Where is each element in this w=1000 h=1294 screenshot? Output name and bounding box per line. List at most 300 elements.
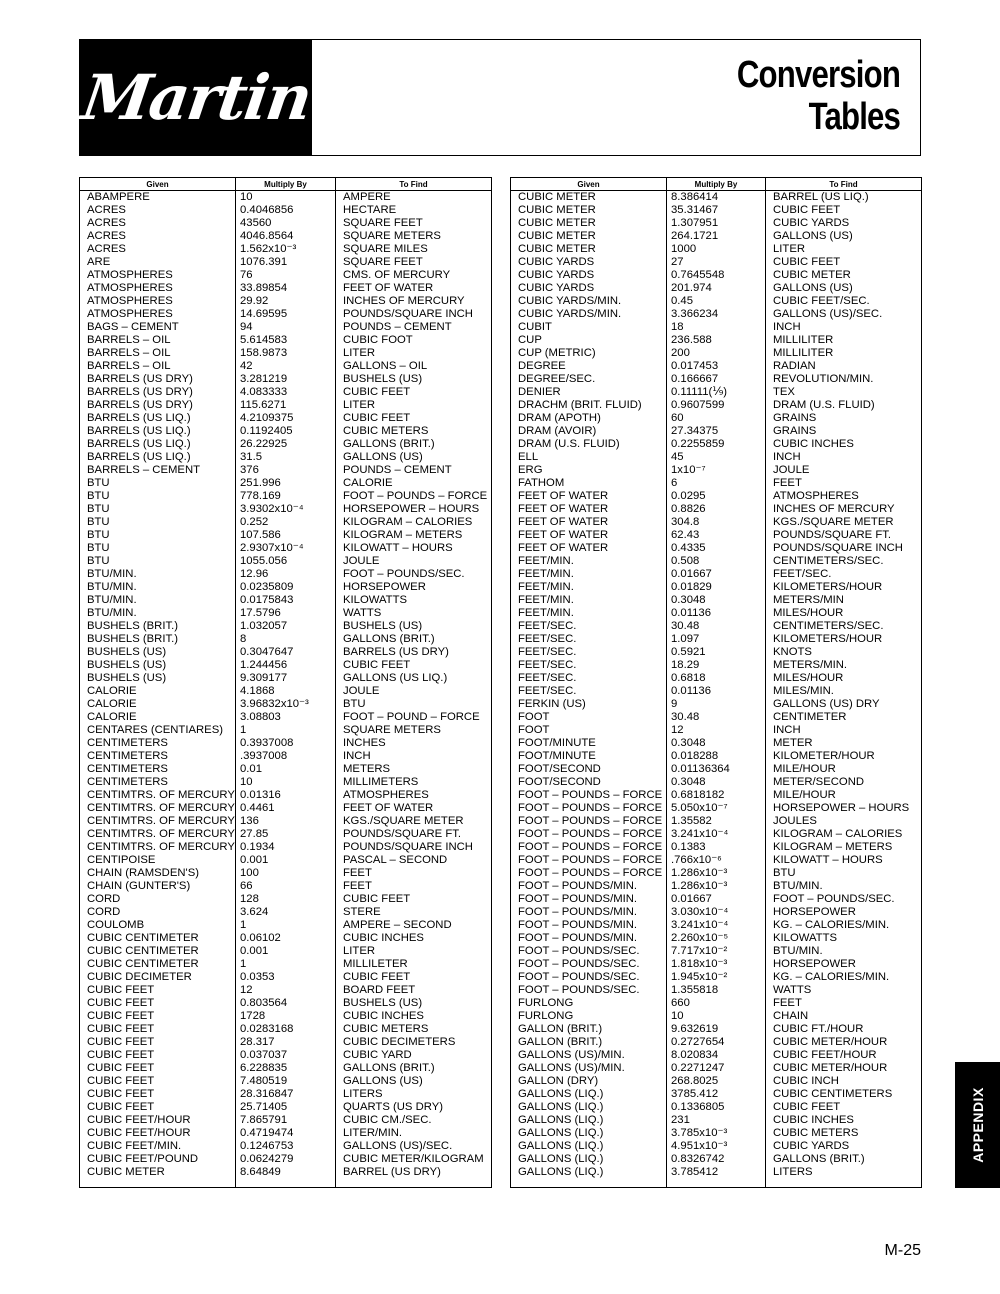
multiply-cell: 1.286x10⁻³	[667, 880, 766, 893]
given-cell: CUBIC FEET	[80, 984, 236, 997]
table-row	[80, 984, 492, 997]
to-find-cell: CALORIE	[336, 477, 492, 490]
multiply-cell: 1x10⁻⁷	[667, 464, 766, 477]
title-line-1: Conversion	[736, 54, 900, 96]
to-find-cell: CUBIC FEET	[336, 971, 492, 984]
to-find-cell: INCH	[766, 321, 922, 334]
given-cell: FEET/SEC.	[511, 646, 667, 659]
table-row	[80, 464, 492, 477]
multiply-cell: 10	[236, 776, 336, 789]
given-cell: FOOT – POUNDS – FORCE	[511, 789, 667, 802]
given-cell: BTU	[80, 516, 236, 529]
to-find-cell: CUBIC METER/HOUR	[766, 1062, 922, 1075]
to-find-cell: GALLONS (BRIT.)	[336, 633, 492, 646]
table-row	[511, 308, 922, 321]
to-find-cell: KGS./SQUARE METER	[766, 516, 922, 529]
to-find-cell: GALLONS (US)	[766, 230, 922, 243]
given-cell: CUBIC FEET	[80, 1036, 236, 1049]
multiply-cell: 1.307951	[667, 217, 766, 230]
multiply-cell: 45	[667, 451, 766, 464]
table-row	[511, 958, 922, 971]
to-find-cell: FOOT – POUNDS/SEC.	[336, 568, 492, 581]
martin-logo	[77, 40, 315, 155]
table-row	[80, 1023, 492, 1036]
multiply-cell: 231	[667, 1114, 766, 1127]
to-find-cell: CUBIC CM./SEC.	[336, 1114, 492, 1127]
given-cell: CUBIC YARDS/MIN.	[511, 295, 667, 308]
given-cell: CUBIC FEET	[80, 1010, 236, 1023]
table-row	[511, 438, 922, 451]
multiply-cell: 25.71405	[236, 1101, 336, 1114]
table-row	[511, 828, 922, 841]
to-find-cell: HORSEPOWER – HOURS	[336, 503, 492, 516]
given-cell: GALLON (BRIT.)	[511, 1036, 667, 1049]
table-row	[80, 1114, 492, 1127]
table-row	[80, 295, 492, 308]
table-row	[80, 997, 492, 1010]
to-find-cell: GALLONS (US)	[766, 282, 922, 295]
to-find-cell: GALLONS (US)/SEC.	[766, 308, 922, 321]
to-find-cell: POUNDS/SQUARE INCH	[766, 542, 922, 555]
table-row	[511, 685, 922, 698]
table-row	[511, 503, 922, 516]
table-row	[80, 646, 492, 659]
table-row	[80, 451, 492, 464]
multiply-cell: 0.2727654	[667, 1036, 766, 1049]
given-cell: CUBIC CENTIMETER	[80, 932, 236, 945]
given-cell: CUBIC DECIMETER	[80, 971, 236, 984]
to-find-cell: CENTIMETERS/SEC.	[766, 620, 922, 633]
given-cell: CALORIE	[80, 711, 236, 724]
to-find-cell: FEET OF WATER	[336, 282, 492, 295]
multiply-cell: 115.6271	[236, 399, 336, 412]
to-find-cell: GALLONS – OIL	[336, 360, 492, 373]
to-find-cell: LITER	[336, 945, 492, 958]
table-row	[80, 191, 492, 205]
to-find-cell: FOOT – POUND – FORCE	[336, 711, 492, 724]
to-find-cell: POUNDS – CEMENT	[336, 321, 492, 334]
table-row	[80, 763, 492, 776]
multiply-cell: 28.317	[236, 1036, 336, 1049]
table-row	[80, 971, 492, 984]
to-find-cell: CUBIC FT./HOUR	[766, 1023, 922, 1036]
given-cell: BARRELS (US LIQ.)	[80, 438, 236, 451]
to-find-cell: HECTARE	[336, 204, 492, 217]
multiply-cell: 14.69595	[236, 308, 336, 321]
multiply-cell: 3.241x10⁻⁴	[667, 828, 766, 841]
to-find-cell: KILOWATT – HOURS	[766, 854, 922, 867]
given-cell: CUP (METRIC)	[511, 347, 667, 360]
multiply-cell: 0.017453	[667, 360, 766, 373]
given-cell: ATMOSPHERES	[80, 308, 236, 321]
given-cell: CHAIN (GUNTER'S)	[80, 880, 236, 893]
to-find-cell: BARREL (US DRY)	[336, 1166, 492, 1188]
given-cell: FEET/MIN.	[511, 594, 667, 607]
given-cell: FOOT – POUNDS/SEC.	[511, 971, 667, 984]
table-row	[80, 919, 492, 932]
multiply-cell: 3.030x10⁻⁴	[667, 906, 766, 919]
table-row	[511, 802, 922, 815]
table-row	[80, 776, 492, 789]
multiply-cell: 2.9307x10⁻⁴	[236, 542, 336, 555]
given-cell: CUBIC FEET/MIN.	[80, 1140, 236, 1153]
given-cell: BARRELS – OIL	[80, 347, 236, 360]
to-find-cell: METER	[766, 737, 922, 750]
to-find-cell: ATMOSPHERES	[336, 789, 492, 802]
to-find-cell: LITER	[766, 243, 922, 256]
multiply-cell: 9.309177	[236, 672, 336, 685]
table-row	[80, 620, 492, 633]
given-cell: FEET OF WATER	[511, 516, 667, 529]
table-row	[80, 529, 492, 542]
multiply-cell: 107.586	[236, 529, 336, 542]
multiply-cell: 3.9302x10⁻⁴	[236, 503, 336, 516]
to-find-cell: LITER	[336, 399, 492, 412]
to-find-cell: JOULE	[336, 685, 492, 698]
multiply-cell: 27.34375	[667, 425, 766, 438]
to-find-cell: KILOGRAM – METERS	[766, 841, 922, 854]
table-row	[511, 1023, 922, 1036]
multiply-cell: 6	[667, 477, 766, 490]
given-cell: FOOT – POUNDS/MIN.	[511, 880, 667, 893]
to-find-cell: MILES/MIN.	[766, 685, 922, 698]
given-cell: CENTARES (CENTIARES)	[80, 724, 236, 737]
given-cell: ATMOSPHERES	[80, 295, 236, 308]
to-find-cell: HORSEPOWER – HOURS	[766, 802, 922, 815]
given-cell: BTU/MIN.	[80, 568, 236, 581]
multiply-cell: 4.1868	[236, 685, 336, 698]
given-cell: CALORIE	[80, 698, 236, 711]
to-find-cell: GALLONS (BRIT.)	[336, 438, 492, 451]
page-number: M-25	[884, 1242, 921, 1259]
table-row	[80, 1075, 492, 1088]
multiply-cell: 27	[667, 256, 766, 269]
given-cell: ACRES	[80, 230, 236, 243]
table-row	[511, 581, 922, 594]
given-cell: CENTIMTRS. OF MERCURY	[80, 789, 236, 802]
to-find-cell: CUBIC METER/HOUR	[766, 1036, 922, 1049]
multiply-cell: 1.032057	[236, 620, 336, 633]
multiply-cell: 4046.8564	[236, 230, 336, 243]
given-cell: FOOT – POUNDS/MIN.	[511, 893, 667, 906]
multiply-cell: 3785.412	[667, 1088, 766, 1101]
to-find-cell: MILLIMETERS	[336, 776, 492, 789]
table-row	[80, 1010, 492, 1023]
multiply-cell: 1.818x10⁻³	[667, 958, 766, 971]
given-cell: CENTIMETERS	[80, 737, 236, 750]
to-find-cell: HORSEPOWER	[336, 581, 492, 594]
table-row	[511, 607, 922, 620]
given-cell: GALLON (BRIT.)	[511, 1023, 667, 1036]
to-find-cell: TEX	[766, 386, 922, 399]
given-cell: GALLON (DRY)	[511, 1075, 667, 1088]
given-cell: FOOT – POUNDS – FORCE	[511, 815, 667, 828]
table-row	[511, 997, 922, 1010]
table-row	[80, 1166, 492, 1188]
to-find-cell: CUBIC METERS	[336, 1023, 492, 1036]
given-cell: GALLONS (LIQ.)	[511, 1153, 667, 1166]
appendix-label: APPENDIX	[969, 1087, 986, 1163]
multiply-cell: 18	[667, 321, 766, 334]
table-row	[80, 477, 492, 490]
to-find-cell: MILE/HOUR	[766, 789, 922, 802]
multiply-cell: 30.48	[667, 620, 766, 633]
given-cell: BTU	[80, 555, 236, 568]
given-cell: CUBIC FEET	[80, 1088, 236, 1101]
multiply-cell: 128	[236, 893, 336, 906]
multiply-cell: 0.0235809	[236, 581, 336, 594]
given-cell: BUSHELS (BRIT.)	[80, 633, 236, 646]
multiply-cell: 30.48	[667, 711, 766, 724]
multiply-cell: 0.0295	[667, 490, 766, 503]
given-cell: CUP	[511, 334, 667, 347]
given-cell: FOOT/SECOND	[511, 763, 667, 776]
table-row	[80, 698, 492, 711]
multiply-cell: 0.01136364	[667, 763, 766, 776]
to-find-cell: GALLONS (US)	[336, 451, 492, 464]
multiply-cell: 236.588	[667, 334, 766, 347]
to-find-cell: FEET	[336, 880, 492, 893]
table-row	[511, 1049, 922, 1062]
to-find-cell: BOARD FEET	[336, 984, 492, 997]
multiply-cell: 1055.056	[236, 555, 336, 568]
given-cell: FURLONG	[511, 997, 667, 1010]
to-find-cell: AMPERE – SECOND	[336, 919, 492, 932]
table-row	[511, 295, 922, 308]
table-row	[80, 789, 492, 802]
table-row	[80, 360, 492, 373]
multiply-cell: .3937008	[236, 750, 336, 763]
table-row	[80, 412, 492, 425]
given-cell: BARRELS (US LIQ.)	[80, 451, 236, 464]
multiply-cell: 158.9873	[236, 347, 336, 360]
given-cell: BTU	[80, 529, 236, 542]
to-find-cell: CUBIC FEET	[336, 893, 492, 906]
column-header-multiply: Multiply By	[667, 178, 766, 191]
to-find-cell: GALLONS (BRIT.)	[336, 1062, 492, 1075]
to-find-cell: CUBIC FEET/SEC.	[766, 295, 922, 308]
to-find-cell: INCHES OF MERCURY	[336, 295, 492, 308]
to-find-cell: KILOGRAM – CALORIES	[766, 828, 922, 841]
to-find-cell: BTU/MIN.	[766, 880, 922, 893]
to-find-cell: POUNDS/SQUARE FT.	[336, 828, 492, 841]
table-row	[80, 243, 492, 256]
given-cell: GALLONS (US)/MIN.	[511, 1049, 667, 1062]
multiply-cell: 304.8	[667, 516, 766, 529]
to-find-cell: KILOGRAM – METERS	[336, 529, 492, 542]
table-row	[511, 737, 922, 750]
given-cell: FOOT/MINUTE	[511, 750, 667, 763]
multiply-cell: 4.2109375	[236, 412, 336, 425]
to-find-cell: JOULES	[766, 815, 922, 828]
table-row	[80, 1036, 492, 1049]
to-find-cell: GALLONS (US)/SEC.	[336, 1140, 492, 1153]
to-find-cell: MILLILITER	[766, 347, 922, 360]
given-cell: ACRES	[80, 217, 236, 230]
given-cell: CUBIT	[511, 321, 667, 334]
given-cell: BARRELS (US LIQ.)	[80, 425, 236, 438]
table-row	[511, 529, 922, 542]
table-row	[511, 724, 922, 737]
to-find-cell: LITER/MIN.	[336, 1127, 492, 1140]
given-cell: CUBIC METER	[511, 191, 667, 205]
multiply-cell: 0.2271247	[667, 1062, 766, 1075]
to-find-cell: GRAINS	[766, 412, 922, 425]
table-header-row	[511, 178, 922, 191]
to-find-cell: FEET	[336, 867, 492, 880]
to-find-cell: FEET	[766, 477, 922, 490]
multiply-cell: 0.6818	[667, 672, 766, 685]
multiply-cell: 26.22925	[236, 438, 336, 451]
to-find-cell: JOULE	[336, 555, 492, 568]
given-cell: CUBIC FEET	[80, 1075, 236, 1088]
given-cell: CUBIC CENTIMETER	[80, 958, 236, 971]
to-find-cell: METER/SECOND	[766, 776, 922, 789]
given-cell: BTU/MIN.	[80, 594, 236, 607]
table-row	[80, 802, 492, 815]
to-find-cell: REVOLUTION/MIN.	[766, 373, 922, 386]
multiply-cell: 0.8826	[667, 503, 766, 516]
to-find-cell: KGS./SQUARE METER	[336, 815, 492, 828]
table-row	[511, 815, 922, 828]
to-find-cell: METERS/MIN.	[766, 659, 922, 672]
table-row	[511, 1166, 922, 1188]
table-row	[80, 425, 492, 438]
appendix-tab[interactable]	[955, 1062, 1000, 1188]
to-find-cell: LITER	[336, 347, 492, 360]
given-cell: ACRES	[80, 243, 236, 256]
to-find-cell: CUBIC YARDS	[766, 217, 922, 230]
given-cell: GALLONS (LIQ.)	[511, 1127, 667, 1140]
multiply-cell: 0.9607599	[667, 399, 766, 412]
given-cell: CUBIC FEET	[80, 997, 236, 1010]
to-find-cell: PASCAL – SECOND	[336, 854, 492, 867]
to-find-cell: LITERS	[336, 1088, 492, 1101]
multiply-cell: 7.480519	[236, 1075, 336, 1088]
to-find-cell: FEET OF WATER	[336, 802, 492, 815]
table-row	[80, 230, 492, 243]
to-find-cell: CUBIC FEET	[766, 204, 922, 217]
given-cell: BARRELS (US LIQ.)	[80, 412, 236, 425]
multiply-cell: 0.166667	[667, 373, 766, 386]
to-find-cell: GALLONS (US)	[336, 1075, 492, 1088]
to-find-cell: SQUARE FEET	[336, 256, 492, 269]
given-cell: CUBIC METER	[511, 217, 667, 230]
given-cell: FOOT	[511, 724, 667, 737]
given-cell: CUBIC YARDS	[511, 256, 667, 269]
to-find-cell: FEET	[766, 997, 922, 1010]
multiply-cell: 1728	[236, 1010, 336, 1023]
table-row	[511, 1101, 922, 1114]
given-cell: BTU/MIN.	[80, 581, 236, 594]
table-row	[80, 815, 492, 828]
multiply-cell: 3.241x10⁻⁴	[667, 919, 766, 932]
multiply-cell: 0.4335	[667, 542, 766, 555]
to-find-cell: SQUARE METERS	[336, 230, 492, 243]
table-row	[511, 594, 922, 607]
given-cell: CENTIMTRS. OF MERCURY	[80, 815, 236, 828]
given-cell: CENTIMTRS. OF MERCURY	[80, 828, 236, 841]
table-header-row	[80, 178, 492, 191]
multiply-cell: 43560	[236, 217, 336, 230]
given-cell: FEET/MIN.	[511, 555, 667, 568]
table-row	[511, 516, 922, 529]
multiply-cell: 18.29	[667, 659, 766, 672]
table-row	[511, 854, 922, 867]
to-find-cell: KILOWATTS	[336, 594, 492, 607]
multiply-cell: 778.169	[236, 490, 336, 503]
given-cell: GALLONS (LIQ.)	[511, 1166, 667, 1188]
multiply-cell: 3.08803	[236, 711, 336, 724]
multiply-cell: 0.018288	[667, 750, 766, 763]
given-cell: DENIER	[511, 386, 667, 399]
multiply-cell: 0.1383	[667, 841, 766, 854]
multiply-cell: 3.624	[236, 906, 336, 919]
table-row	[511, 945, 922, 958]
given-cell: FOOT – POUNDS/SEC.	[511, 958, 667, 971]
given-cell: BARRELS (US DRY)	[80, 386, 236, 399]
given-cell: FOOT – POUNDS/SEC.	[511, 984, 667, 997]
table-row	[80, 711, 492, 724]
multiply-cell: 1.244456	[236, 659, 336, 672]
given-cell: FOOT/MINUTE	[511, 737, 667, 750]
multiply-cell: 7.717x10⁻²	[667, 945, 766, 958]
multiply-cell: 0.1336805	[667, 1101, 766, 1114]
given-cell: CUBIC FEET	[80, 1062, 236, 1075]
table-row	[80, 581, 492, 594]
multiply-cell: 1.097	[667, 633, 766, 646]
table-row	[511, 620, 922, 633]
given-cell: CHAIN (RAMSDEN'S)	[80, 867, 236, 880]
multiply-cell: 1	[236, 958, 336, 971]
multiply-cell: 0.508	[667, 555, 766, 568]
multiply-cell: 0.803564	[236, 997, 336, 1010]
to-find-cell: MILLILETER	[336, 958, 492, 971]
table-row	[511, 542, 922, 555]
to-find-cell: CUBIC CENTIMETERS	[766, 1088, 922, 1101]
multiply-cell: 0.4719474	[236, 1127, 336, 1140]
multiply-cell: 9	[667, 698, 766, 711]
multiply-cell: 33.89854	[236, 282, 336, 295]
multiply-cell: 0.3048	[667, 594, 766, 607]
multiply-cell: 28.316847	[236, 1088, 336, 1101]
multiply-cell: 136	[236, 815, 336, 828]
to-find-cell: CUBIC YARDS	[766, 1140, 922, 1153]
multiply-cell: 3.281219	[236, 373, 336, 386]
to-find-cell: CUBIC INCHES	[766, 438, 922, 451]
to-find-cell: JOULE	[766, 464, 922, 477]
given-cell: ATMOSPHERES	[80, 282, 236, 295]
given-cell: DRAM (APOTH)	[511, 412, 667, 425]
given-cell: BUSHELS (US)	[80, 672, 236, 685]
to-find-cell: CUBIC INCHES	[766, 1114, 922, 1127]
to-find-cell: DRAM (U.S. FLUID)	[766, 399, 922, 412]
multiply-cell: 264.1721	[667, 230, 766, 243]
multiply-cell: 251.996	[236, 477, 336, 490]
table-row	[511, 334, 922, 347]
table-row	[511, 659, 922, 672]
given-cell: FEET OF WATER	[511, 529, 667, 542]
multiply-cell: 0.3048	[667, 737, 766, 750]
to-find-cell: RADIAN	[766, 360, 922, 373]
multiply-cell: 376	[236, 464, 336, 477]
to-find-cell: KG. – CALORIES/MIN.	[766, 919, 922, 932]
table-row	[80, 945, 492, 958]
to-find-cell: MILES/HOUR	[766, 672, 922, 685]
given-cell: CUBIC YARDS	[511, 282, 667, 295]
to-find-cell: KILOWATTS	[766, 932, 922, 945]
multiply-cell: 0.01316	[236, 789, 336, 802]
